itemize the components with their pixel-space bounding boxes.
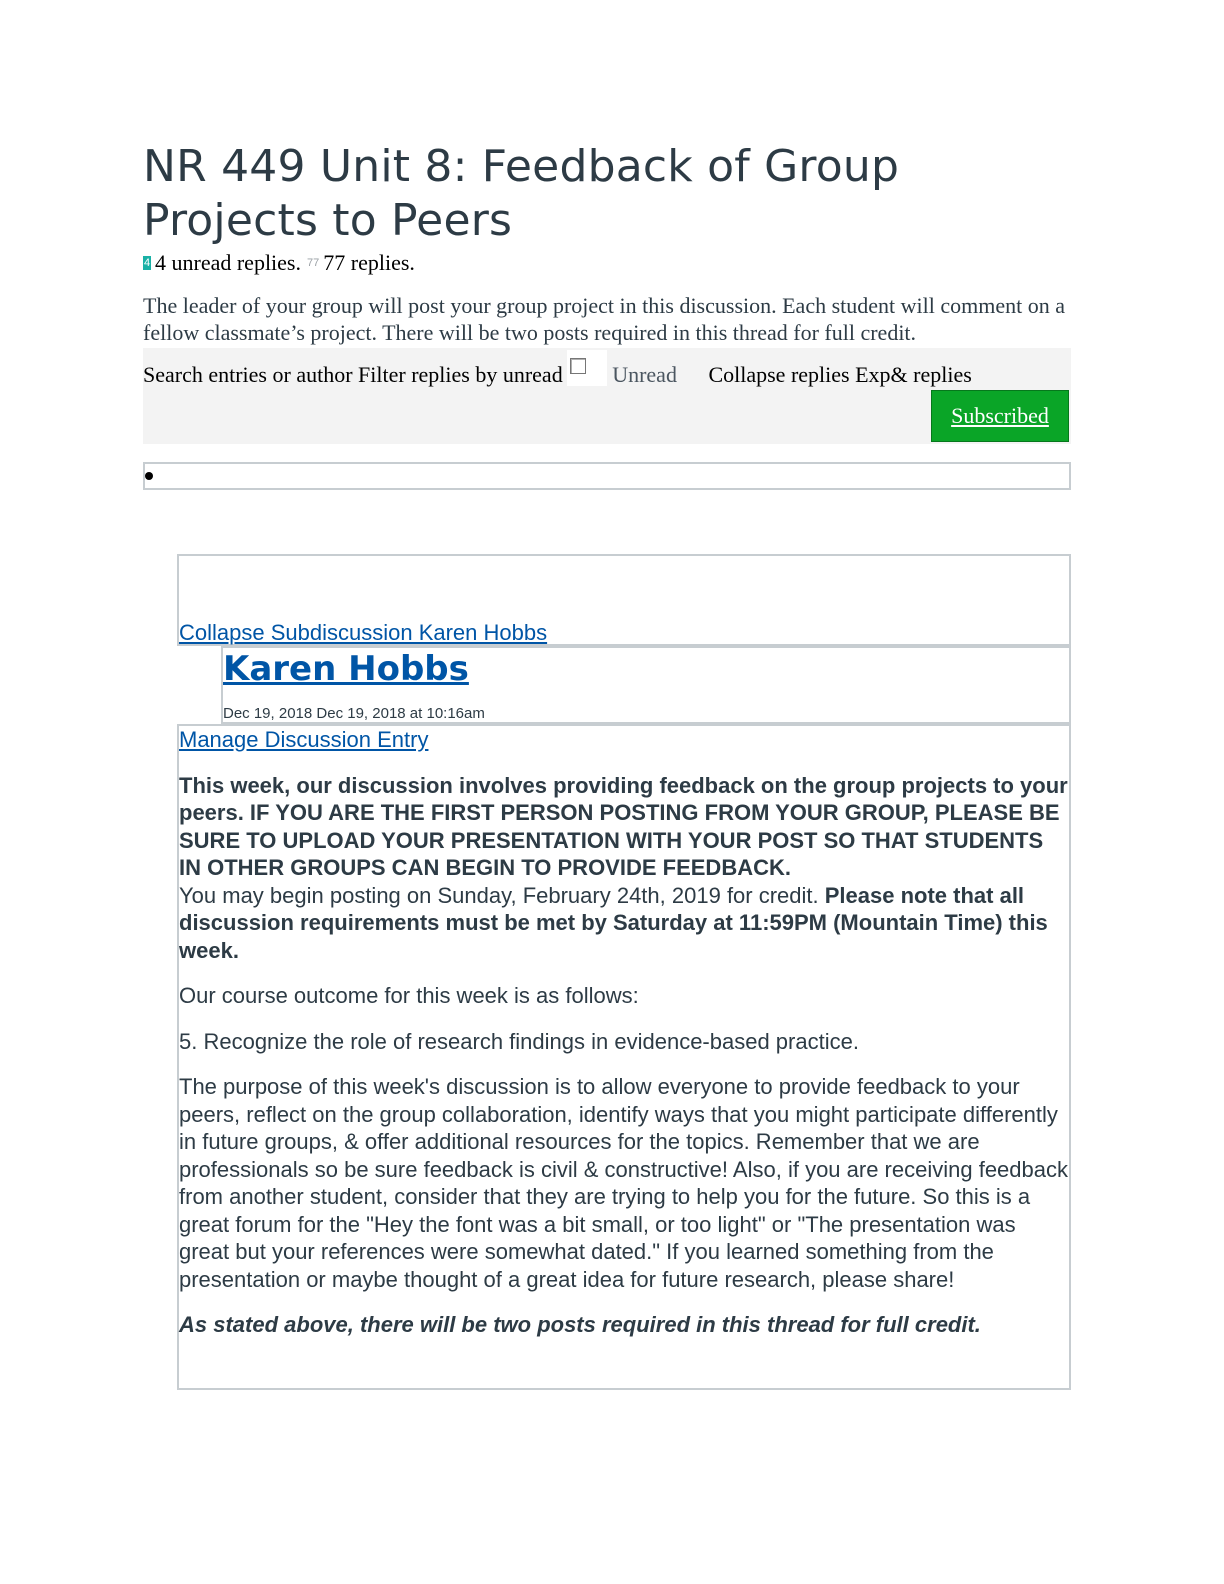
filter-unread-label: Filter replies by unread	[358, 362, 563, 387]
unread-count-text: 4 unread replies.	[155, 250, 301, 275]
reply-counts	[143, 250, 1071, 276]
post-paragraph-1: This week, our discussion involves providing feedback on the group projects to your peers. IF YOU ARE THE FIRST PERSON POSTING FROM YOUR GROUP, PLEASE BE SURE TO UPLOAD YOUR PRESENTATION WITH YOUR POST SO THAT STUDENTS IN OTHER GROUPS CAN BEGIN TO PROVIDE FEEDBACK.	[179, 772, 1068, 880]
search-input[interactable]: Search entries or author	[143, 362, 353, 387]
toolbar-row	[143, 362, 972, 398]
post-paragraph-3: Our course outcome for this week is as follows:	[179, 983, 639, 1008]
total-count-text: 77 replies.	[323, 250, 415, 275]
post-paragraph-4: 5. Recognize the role of research findings in evidence-based practice.	[179, 1028, 859, 1054]
subscribed-button[interactable]: Subscribed	[931, 390, 1069, 442]
post-paragraph-5: The purpose of this week's discussion is to allow everyone to provide feedback to your peers, reflect on the group collaboration, identify ways that you might participate differently in future groups, & offer additional resources for the topics. Remember that we are professionals so be sure feedback is civil & constructive! Also, if you are receiving feedback from another student, consider that they are trying to help you for the future. So this is a great forum for the "Hey the font was a bit small, or too light" or "The presentation was great but your references were somewhat dated." If you learned something from the presentation or maybe thought of a great idea for future research, please share!	[179, 1074, 1069, 1292]
total-badge: 77	[307, 257, 320, 269]
manage-entry-link[interactable]: Manage Discussion Entry	[179, 727, 429, 752]
page-title: NR 449 Unit 8: Feedback of Group Projects to Peers	[143, 141, 900, 246]
list-bullet	[145, 472, 153, 480]
unread-badge: 4	[143, 257, 151, 269]
author-box	[221, 646, 1071, 724]
post-body	[177, 724, 1071, 1390]
collapse-replies-button[interactable]: Collapse replies	[708, 362, 850, 387]
author-name-link[interactable]: Karen Hobbs	[223, 649, 469, 689]
entry-date: Dec 19, 2018 Dec 19, 2018 at 10:16am	[223, 705, 485, 722]
post-paragraph-6: As stated above, there will be two posts required in this thread for full credit.	[179, 1312, 981, 1337]
post-paragraph-2	[179, 882, 1069, 965]
discussion-page	[143, 140, 1071, 490]
discussion-intro: The leader of your group will post your group project in this discussion. Each student will comment on a fellow classmate’s project. There will be two posts required in this thread for full credit.	[143, 293, 1065, 345]
discussion-entry	[177, 554, 1071, 1390]
unread-label: Unread	[612, 362, 677, 387]
discussion-toolbar	[143, 348, 1071, 444]
unread-checkbox[interactable]	[570, 358, 586, 374]
replies-list	[143, 462, 1071, 490]
expand-replies-button[interactable]: Exp& replies	[855, 362, 972, 387]
entry-header	[177, 554, 1071, 646]
collapse-subdiscussion-link[interactable]: Collapse Subdiscussion Karen Hobbs	[179, 620, 548, 645]
filter-unread-wrap	[567, 350, 607, 386]
author-row	[177, 646, 1071, 724]
post-paragraph-2-bold: Please note that all discussion requirements must be met by Saturday at 11:59PM (Mountain Time) this week.	[179, 882, 1048, 963]
post-paragraph-2-plain: You may begin posting on Sunday, February 24th, 2019 for credit.	[179, 882, 825, 908]
